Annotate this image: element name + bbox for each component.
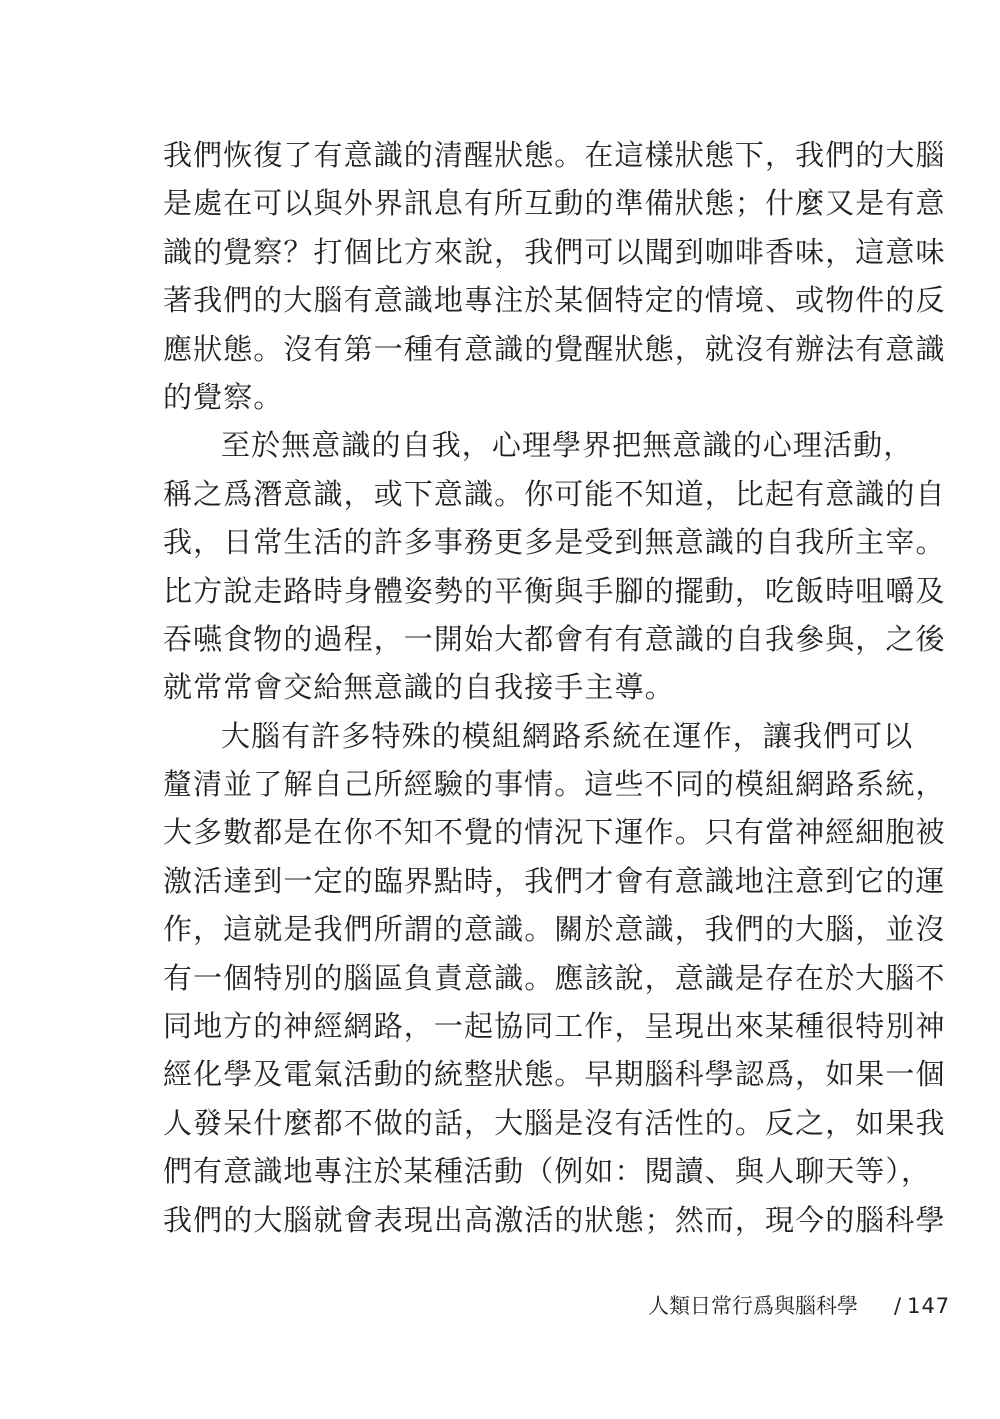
body-text xyxy=(163,131,946,1244)
footer-separator: / xyxy=(894,1294,902,1318)
text-line: 至於無意識的自我，心理學界把無意識的心理活動， xyxy=(221,428,914,463)
text-line: 激活達到一定的臨界點時，我們才會有意識地注意到它的運 xyxy=(163,863,946,898)
text-line: 的覺察。 xyxy=(163,379,284,414)
text-line: 我，日常生活的許多事務更多是受到無意識的自我所主宰。 xyxy=(163,525,946,560)
text-line: 就常常會交給無意識的自我接手主導。 xyxy=(163,670,675,705)
text-line: 有一個特別的腦區負責意識。應該說，意識是存在於大腦不 xyxy=(163,960,946,995)
text-line: 比方說走路時身體姿勢的平衡與手腳的擺動，吃飯時咀嚼及 xyxy=(163,573,946,608)
text-line: 經化學及電氣活動的統整狀態。早期腦科學認爲，如果一個 xyxy=(163,1057,946,1092)
paragraph-1 xyxy=(163,131,946,421)
paragraph-3 xyxy=(163,712,946,1244)
text-line: 稱之爲潛意識，或下意識。你可能不知道，比起有意識的自 xyxy=(163,476,946,511)
text-line: 們有意識地專注於某種活動（例如：閱讀、與人聊天等）， xyxy=(163,1154,932,1189)
text-line: 作，這就是我們所謂的意識。關於意識，我們的大腦，並沒 xyxy=(163,912,946,947)
text-line: 是處在可以與外界訊息有所互動的準備狀態；什麼又是有意 xyxy=(163,186,946,221)
text-line: 人發呆什麼都不做的話，大腦是沒有活性的。反之，如果我 xyxy=(163,1105,946,1140)
text-line: 大多數都是在你不知不覺的情況下運作。只有當神經細胞被 xyxy=(163,815,946,850)
text-line: 釐清並了解自己所經驗的事情。這些不同的模組網路系統， xyxy=(163,767,946,802)
text-line: 我們的大腦就會表現出高激活的狀態；然而，現今的腦科學 xyxy=(163,1202,946,1237)
text-line: 應狀態。沒有第一種有意識的覺醒狀態，就沒有辦法有意識 xyxy=(163,331,946,366)
text-line: 我們恢復了有意識的清醒狀態。在這樣狀態下，我們的大腦 xyxy=(163,138,946,172)
page-footer xyxy=(648,1288,950,1324)
text-line: 大腦有許多特殊的模組網路系統在運作，讓我們可以 xyxy=(221,718,914,753)
text-line: 著我們的大腦有意識地專注於某個特定的情境、或物件的反 xyxy=(163,283,946,318)
text-line: 吞嚥食物的過程，一開始大都會有有意識的自我參與，之後 xyxy=(163,621,946,656)
text-line: 同地方的神經網路，一起協同工作，呈現出來某種很特別神 xyxy=(163,1009,946,1044)
page-number: 147 xyxy=(907,1294,951,1318)
text-line: 識的覺察？打個比方來說，我們可以聞到咖啡香味，這意味 xyxy=(163,234,946,269)
running-title: 人類日常行爲與腦科學 xyxy=(648,1294,858,1318)
paragraph-2 xyxy=(163,421,946,711)
